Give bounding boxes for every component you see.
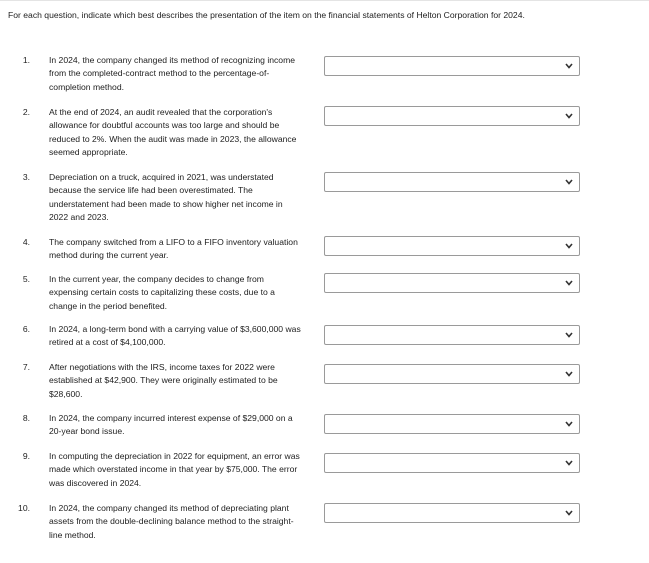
question-number: 4. [22,237,30,247]
answer-dropdown[interactable] [324,56,580,76]
chevron-down-icon [564,508,574,518]
question-text: In 2024, the company incurred interest expense of $29,000 on a 20-year bond issue. [49,413,293,437]
question-number: 8. [22,413,30,423]
chevron-down-icon [564,61,574,71]
question-number: 6. [22,324,30,334]
answer-dropdown[interactable] [324,273,580,293]
chevron-down-icon [564,177,574,187]
chevron-down-icon [564,330,574,340]
question-text: In the current year, the company decides to change from expensing certain costs to capitalizing these costs, due to a change in the period benefited. [49,274,275,311]
answer-dropdown[interactable] [324,325,580,345]
top-divider [0,0,649,1]
question-number: 2. [22,107,30,117]
chevron-down-icon [564,458,574,468]
answer-dropdown[interactable] [324,453,580,473]
answer-dropdown[interactable] [324,236,580,256]
question-number: 3. [22,172,30,182]
question-number: 1. [22,55,30,65]
chevron-down-icon [564,278,574,288]
question-number: 9. [22,451,30,461]
answer-dropdown[interactable] [324,364,580,384]
question-text: In 2024, the company changed its method of recognizing income from the completed-contract method to the percentage-of-completion method. [49,55,296,92]
answer-dropdown[interactable] [324,172,580,192]
instruction-text: For each question, indicate which best describes the presentation of the item on the financial statements of Helton Corporation for 2024. [8,10,525,20]
answer-dropdown[interactable] [324,414,580,434]
question-text: In computing the depreciation in 2022 for equipment, an error was made which overstated income in that year by $75,000. The error was discovered in 2024. [49,451,300,488]
answer-dropdown[interactable] [324,503,580,523]
question-text: The company switched from a LIFO to a FIFO inventory valuation method during the current year. [49,237,298,261]
chevron-down-icon [564,241,574,251]
chevron-down-icon [564,111,574,121]
question-text: In 2024, a long-term bond with a carrying value of $3,600,000 was retired at a cost of $4,100,000. [49,324,301,348]
answer-dropdown[interactable] [324,106,580,126]
question-number: 10. [18,503,30,513]
question-number: 7. [22,362,30,372]
chevron-down-icon [564,369,574,379]
chevron-down-icon [564,419,574,429]
question-number: 5. [22,274,30,284]
question-text: Depreciation on a truck, acquired in 2021, was understated because the service life had been overestimated. The understatement had been made to show higher net income in 2022 and 2023. [49,172,283,223]
question-text: At the end of 2024, an audit revealed that the corporation's allowance for doubtful accounts was too large and should be reduced to 2%. When the audit was made in 2023, the allowance seemed appropriate. [49,107,297,158]
question-text: In 2024, the company changed its method of depreciating plant assets from the double-declining balance method to the straight-line method. [49,503,294,540]
question-text: After negotiations with the IRS, income taxes for 2022 were established at $42,900. They were originally estimated to be $28,600. [49,362,278,399]
